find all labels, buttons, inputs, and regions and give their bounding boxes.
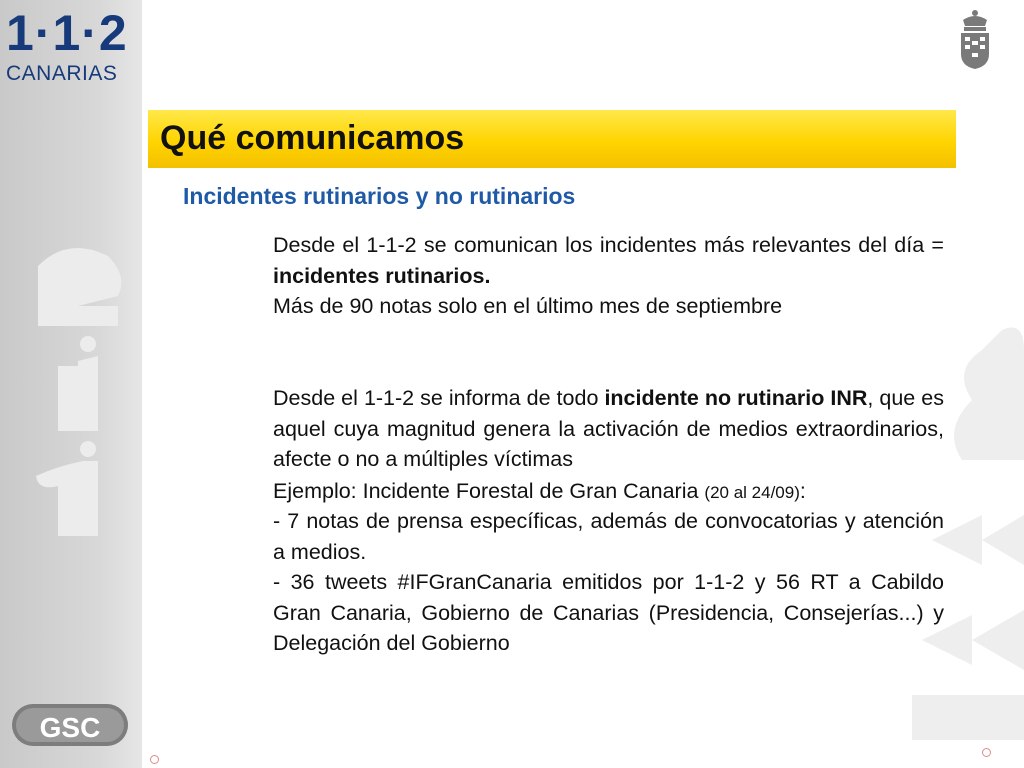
bold-span: incidentes rutinarios. <box>273 263 491 288</box>
left-band <box>0 0 142 768</box>
logo-number: 1·1·2 <box>6 5 128 61</box>
corner-dot <box>150 755 159 764</box>
date-range: (20 al 24/09) <box>704 483 800 502</box>
text-span: , que es aquel cuya magnitud genera la activación de medios extraordinarios, afecte o no a múltiples víctimas <box>273 386 944 471</box>
title-bar <box>148 110 956 168</box>
paragraph-press <box>273 506 944 567</box>
logo-region: CANARIAS <box>6 62 118 85</box>
text-span: Ejemplo: Incidente Forestal de Gran Canaria <box>273 479 705 503</box>
logo-112-icon <box>6 5 130 88</box>
paragraph-notes <box>273 291 944 322</box>
gsc-logo-icon <box>10 700 130 750</box>
corner-dot <box>982 748 991 757</box>
gsc-logo-text: GSC <box>39 712 101 743</box>
crest-icon <box>955 8 995 70</box>
bold-span: incidente no rutinario INR <box>604 386 868 410</box>
paragraph-example <box>273 476 944 509</box>
text-span: - 7 notas de prensa específicas, además de convocatorias y atención a medios. <box>273 509 944 564</box>
page-title: Qué comunicamos <box>160 119 465 157</box>
paragraph-routine <box>273 230 944 291</box>
text-span: Más de 90 notas solo en el último mes de septiembre <box>273 294 783 318</box>
text-span: Desde el 1-1-2 se informa de todo <box>273 386 605 410</box>
text-span: Desde el 1-1-2 se comunican los incidentes más relevantes del día = <box>273 233 944 257</box>
section-subtitle: Incidentes rutinarios y no rutinarios <box>183 183 576 209</box>
text-span: : <box>799 479 806 503</box>
paragraph-non-routine <box>273 383 944 475</box>
text-span: - 36 tweets #IFGranCanaria emitidos por 1-1-2 y 56 RT a Cabildo Gran Canaria, Gobierno de Canarias (Presidencia, Consejerías...) y Delegación del Gobierno <box>273 570 944 655</box>
paragraph-tweets <box>273 567 944 659</box>
watermark-112-icon <box>28 236 138 556</box>
